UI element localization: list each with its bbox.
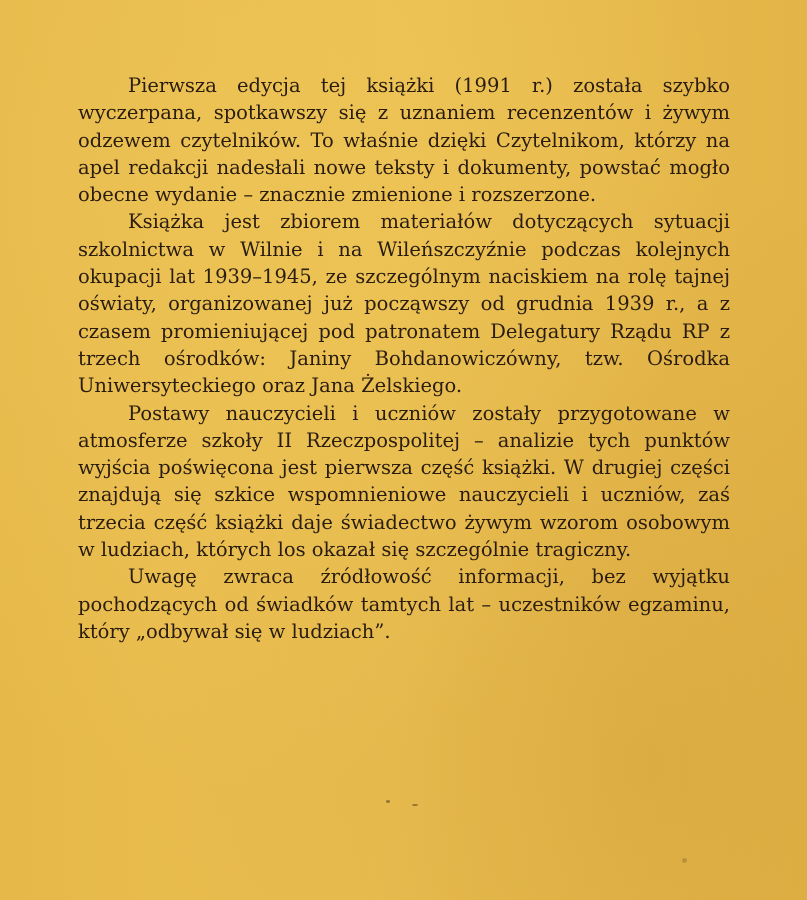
paper-speck — [386, 800, 390, 803]
blurb-paragraph-4: Uwagę zwraca źródłowość informacji, bez wyjątku pochodzących od świadków tamtych lat – uczestników egzaminu, który „odbywał się w ludziach”. — [78, 565, 730, 643]
paper-speck — [682, 858, 687, 863]
blurb-paragraph-3: Postawy nauczycieli i uczniów zostały przygotowane w atmosferze szkoły II Rzeczpospolitej – analizie tych punktów wyjścia poświęcona jest pierwsza część książki. W drugiej części znajdują się szkice wspomnieniowe nauczycieli i uczniów, zaś trzecia część książki daje świadectwo żywym wzorom osobowym w ludziach, których los okazał się szczególnie tragiczny. — [78, 401, 730, 562]
paper-speck — [412, 804, 418, 806]
blurb-paragraph-1: Pierwsza edycja tej książki (1991 r.) została szybko wyczerpana, spotkawszy się z uznaniem recenzentów i żywym odzewem czytelników. To właśnie dzięki Czytelnikom, którzy na apel redakcji nadesłali nowe teksty i dokumenty, powstać mogło obecne wydanie – znacznie zmienione i rozszerzone. — [78, 74, 730, 207]
blurb-paragraph-2: Książka jest zbiorem materiałów dotyczących sytuacji szkolnictwa w Wilnie i na Wileńszczyźnie podczas kolejnych okupacji lat 1939–1945, ze szczególnym naciskiem na rolę tajnej oświaty, organizowanej już począwszy od grudnia 1939 r., a z czasem promieniującej pod patronatem Delegatury Rządu RP z trzech ośrodków: Janiny Bohdanowiczówny, tzw. Ośrodka Uniwersyteckiego oraz Jana Żelskiego. — [78, 210, 730, 398]
cover-blurb — [78, 72, 730, 645]
